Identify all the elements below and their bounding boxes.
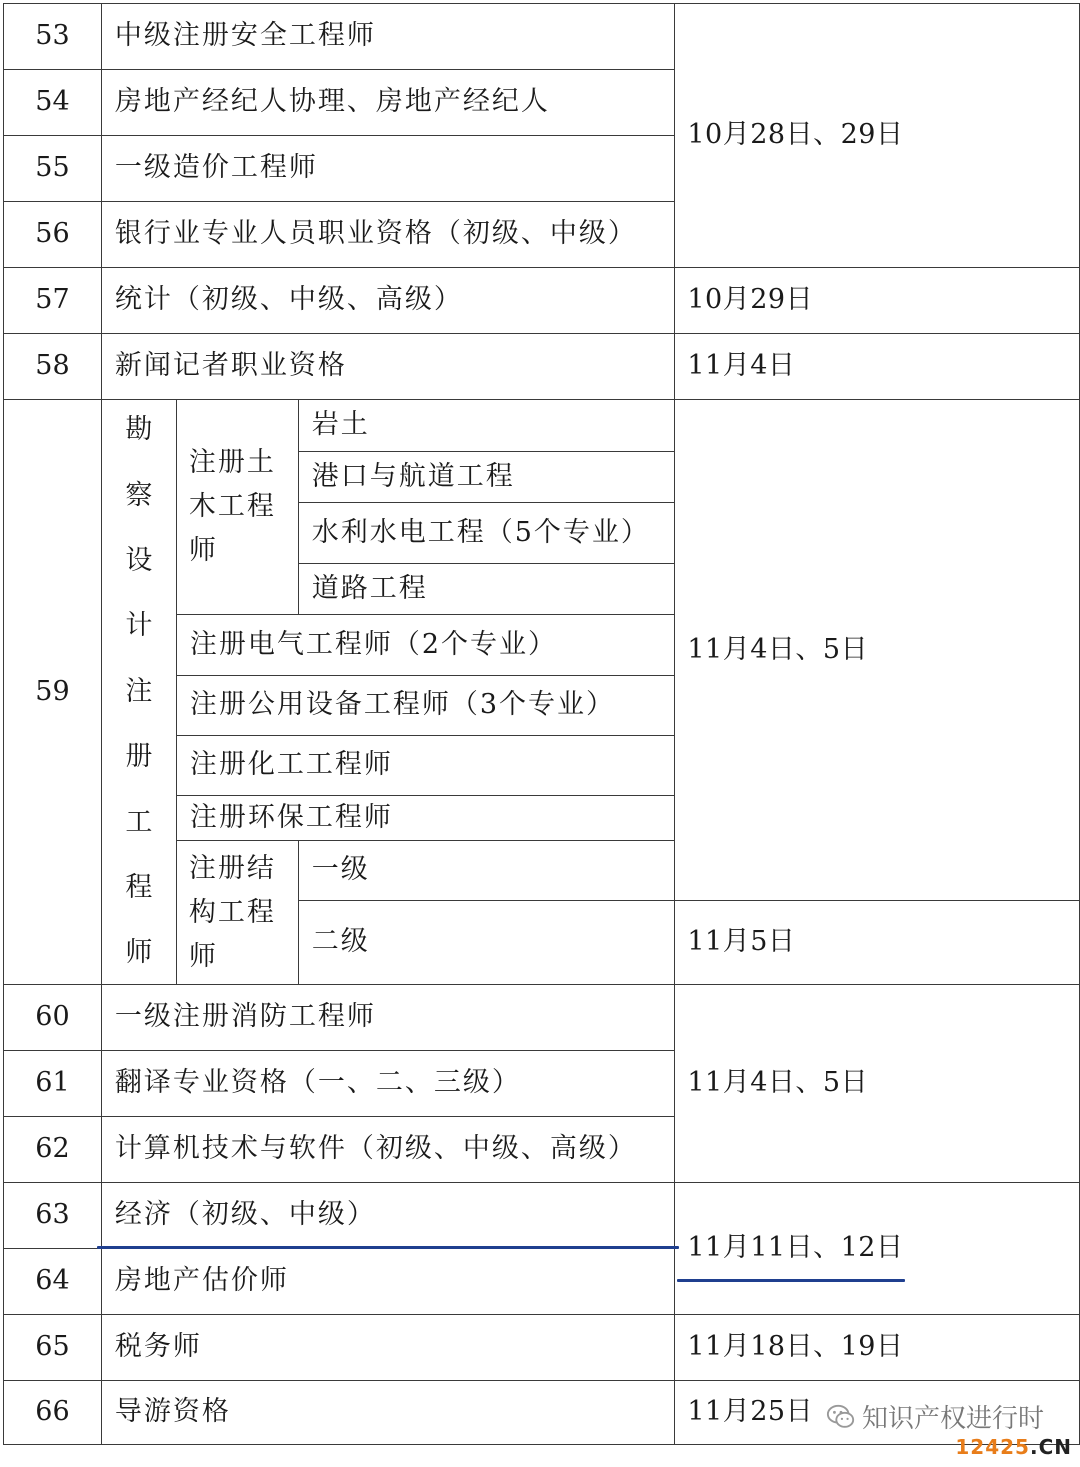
exam-date: 11月11日、12日 [675, 1183, 1080, 1315]
utilities-engineer: 注册公用设备工程师（3个专业） [176, 676, 675, 736]
exam-date: 11月25日 [675, 1381, 1080, 1445]
group-title-char: 注 [125, 675, 153, 707]
row-number: 66 [4, 1381, 102, 1445]
label-line: 师 [188, 940, 218, 972]
group-title-char: 程 [125, 871, 153, 903]
exam-date: 11月4日 [675, 334, 1080, 400]
group-title-char: 计 [125, 610, 153, 642]
exam-name: 统计（初级、中级、高级） [101, 268, 674, 334]
highlight-underline-right [677, 1279, 905, 1282]
civil-engineer-label [176, 400, 298, 615]
row-number: 60 [4, 985, 102, 1051]
row-number: 58 [4, 334, 102, 400]
exam-name: 翻译专业资格（一、二、三级） [101, 1051, 674, 1117]
civil-sub-specialty: 岩土 [298, 400, 675, 452]
row-number: 53 [4, 4, 102, 70]
wechat-watermark [826, 1398, 1044, 1435]
row-number: 54 [4, 70, 102, 136]
exam-name: 房地产经纪人协理、房地产经纪人 [101, 70, 674, 136]
label-line: 构工程 [188, 896, 276, 928]
site-suffix: .CN [1029, 1435, 1072, 1459]
structural-engineer-label [176, 841, 298, 985]
exam-date: 10月28日、29日 [675, 4, 1080, 268]
row-number: 56 [4, 202, 102, 268]
row-number: 61 [4, 1051, 102, 1117]
exam-date: 11月4日、5日 [675, 400, 1080, 901]
civil-sub-specialty: 道路工程 [298, 564, 675, 615]
exam-name: 房地产估价师 [101, 1249, 674, 1315]
table-row [4, 1315, 1080, 1381]
group-title-char: 勘 [125, 414, 153, 446]
group-title-char: 师 [125, 937, 153, 969]
table-row [4, 334, 1080, 400]
table-row [4, 268, 1080, 334]
row-number: 62 [4, 1117, 102, 1183]
group-title-char: 册 [125, 741, 153, 773]
site-watermark [955, 1435, 1072, 1459]
site-digits: 12425 [955, 1435, 1030, 1459]
group-title-char: 设 [125, 545, 153, 577]
group-title-char: 察 [125, 479, 153, 511]
exam-name: 中级注册安全工程师 [101, 4, 674, 70]
label-line: 木工程 [188, 491, 276, 522]
label-line: 师 [188, 535, 218, 566]
row-number: 63 [4, 1183, 102, 1249]
label-line: 注册结 [188, 852, 276, 884]
exam-name: 计算机技术与软件（初级、中级、高级） [101, 1117, 674, 1183]
exam-name: 导游资格 [101, 1381, 674, 1445]
highlight-underline-left [97, 1246, 679, 1249]
label-line: 注册土 [188, 447, 276, 478]
electrical-engineer: 注册电气工程师（2个专业） [176, 615, 675, 676]
wechat-icon [826, 1402, 856, 1432]
table-row [4, 985, 1080, 1051]
row-number: 64 [4, 1249, 102, 1315]
exam-name: 一级注册消防工程师 [101, 985, 674, 1051]
table-row [4, 4, 1080, 70]
table-row [4, 400, 1080, 452]
row-number: 65 [4, 1315, 102, 1381]
exam-date: 10月29日 [675, 268, 1080, 334]
exam-name: 经济（初级、中级） [101, 1183, 674, 1249]
row-number: 59 [4, 400, 102, 985]
exam-name: 新闻记者职业资格 [101, 334, 674, 400]
row-number: 57 [4, 268, 102, 334]
exam-name: 银行业专业人员职业资格（初级、中级） [101, 202, 674, 268]
watermark-text: 知识产权进行时 [861, 1404, 1044, 1434]
environmental-engineer: 注册环保工程师 [176, 796, 675, 841]
exam-date: 11月5日 [675, 901, 1080, 985]
exam-name: 一级造价工程师 [101, 136, 674, 202]
exam-date: 11月4日、5日 [675, 985, 1080, 1183]
civil-sub-specialty: 水利水电工程（5个专业） [298, 503, 675, 564]
exam-name: 税务师 [101, 1315, 674, 1381]
civil-sub-specialty: 港口与航道工程 [298, 452, 675, 503]
exam-schedule-table [3, 3, 1080, 1445]
table-row [4, 1183, 1080, 1249]
group-title-vertical [101, 400, 176, 985]
group-title-char: 工 [125, 806, 153, 838]
exam-date: 11月18日、19日 [675, 1315, 1080, 1381]
structural-level: 一级 [298, 841, 675, 901]
row-number: 55 [4, 136, 102, 202]
chemical-engineer: 注册化工工程师 [176, 736, 675, 796]
structural-level: 二级 [298, 901, 675, 985]
